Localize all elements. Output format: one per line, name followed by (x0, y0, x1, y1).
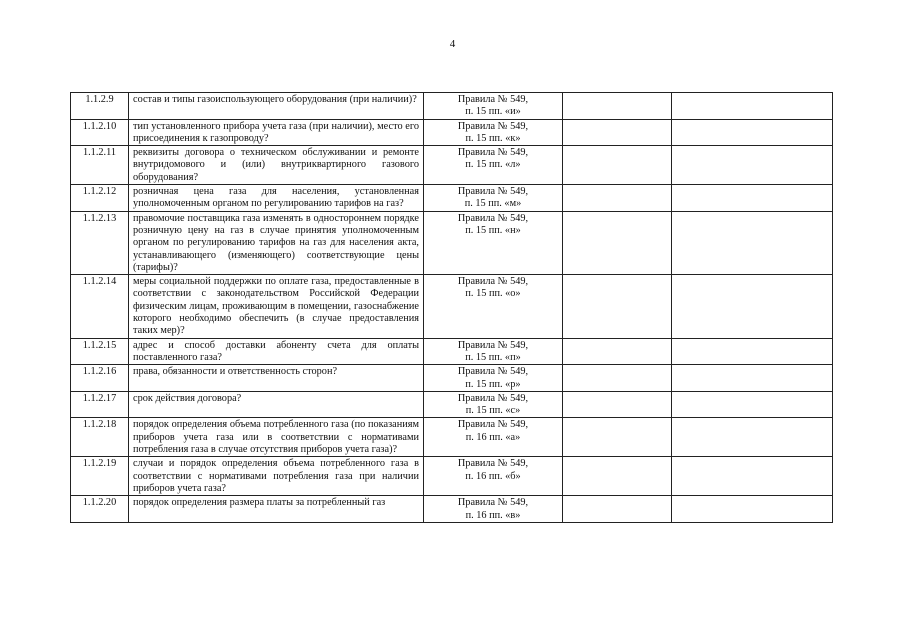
reference-clause: п. 16 пп. «в» (465, 509, 521, 521)
item-question: розничная цена газа для населения, установленная уполномоченным органом по регулированию тарифов на газ? (129, 185, 424, 212)
note-cell[interactable] (672, 338, 833, 365)
reference-rule: Правила № 549, (457, 366, 529, 378)
reference-rule: Правила № 549, (457, 212, 529, 224)
answer-cell[interactable] (563, 391, 672, 418)
item-question: порядок определения размера платы за потребленный газ (129, 496, 424, 523)
table-row (71, 93, 833, 120)
answer-cell[interactable] (563, 365, 672, 392)
item-question: тип установленного прибора учета газа (при наличии), место его присоединения к газопроводу? (129, 119, 424, 146)
item-number: 1.1.2.14 (71, 275, 129, 338)
reference-clause: п. 15 пп. «и» (465, 106, 521, 118)
reference-rule: Правила № 549, (457, 120, 529, 132)
item-reference (424, 119, 563, 146)
item-reference (424, 418, 563, 457)
note-cell[interactable] (672, 119, 833, 146)
answer-cell[interactable] (563, 185, 672, 212)
table-row (71, 391, 833, 418)
item-number: 1.1.2.10 (71, 119, 129, 146)
note-cell[interactable] (672, 365, 833, 392)
table-row (71, 211, 833, 274)
reference-clause: п. 15 пп. «н» (465, 224, 521, 236)
item-reference (424, 391, 563, 418)
item-number: 1.1.2.12 (71, 185, 129, 212)
reference-rule: Правила № 549, (457, 339, 529, 351)
item-reference (424, 457, 563, 496)
item-question: срок действия договора? (129, 391, 424, 418)
note-cell[interactable] (672, 275, 833, 338)
table-row (71, 275, 833, 338)
item-reference (424, 496, 563, 523)
checklist-body (71, 93, 833, 523)
reference-clause: п. 15 пп. «р» (465, 378, 521, 390)
item-reference (424, 338, 563, 365)
page-number: 4 (449, 38, 456, 50)
item-question: состав и типы газоиспользующего оборудования (при наличии)? (129, 93, 424, 120)
reference-rule: Правила № 549, (457, 419, 529, 431)
answer-cell[interactable] (563, 338, 672, 365)
reference-rule: Правила № 549, (457, 147, 529, 159)
item-number: 1.1.2.18 (71, 418, 129, 457)
table-row (71, 146, 833, 185)
reference-clause: п. 15 пп. «с» (465, 405, 521, 417)
item-number: 1.1.2.19 (71, 457, 129, 496)
item-number: 1.1.2.11 (71, 146, 129, 185)
reference-clause: п. 15 пп. «л» (465, 159, 521, 171)
reference-clause: п. 16 пп. «а» (465, 431, 521, 443)
reference-clause: п. 15 пп. «о» (465, 288, 521, 300)
answer-cell[interactable] (563, 275, 672, 338)
answer-cell[interactable] (563, 93, 672, 120)
item-number: 1.1.2.9 (71, 93, 129, 120)
note-cell[interactable] (672, 185, 833, 212)
item-question: адрес и способ доставки абоненту счета для оплаты поставленного газа? (129, 338, 424, 365)
item-question: порядок определения объема потребленного газа (по показаниям приборов учета газа или в соответствии с нормативами потребления газа в случае отсутствия приборов учета газа)? (129, 418, 424, 457)
item-reference (424, 146, 563, 185)
table-row (71, 418, 833, 457)
note-cell[interactable] (672, 391, 833, 418)
reference-clause: п. 15 пп. «к» (465, 132, 521, 144)
table-row (71, 119, 833, 146)
table-row (71, 496, 833, 523)
reference-rule: Правила № 549, (457, 94, 529, 105)
reference-rule: Правила № 549, (457, 186, 529, 198)
reference-rule: Правила № 549, (457, 392, 529, 404)
reference-rule: Правила № 549, (457, 497, 529, 509)
answer-cell[interactable] (563, 418, 672, 457)
reference-rule: Правила № 549, (457, 458, 529, 470)
reference-clause: п. 16 пп. «б» (465, 470, 521, 482)
reference-clause: п. 15 пп. «м» (464, 198, 522, 210)
table-row (71, 185, 833, 212)
table-row (71, 457, 833, 496)
answer-cell[interactable] (563, 457, 672, 496)
item-question: случаи и порядок определения объема потребленного газа в соответствии с нормативами потребления газа при наличии приборов учета газа? (129, 457, 424, 496)
item-number: 1.1.2.16 (71, 365, 129, 392)
note-cell[interactable] (672, 418, 833, 457)
item-reference (424, 185, 563, 212)
answer-cell[interactable] (563, 211, 672, 274)
answer-cell[interactable] (563, 496, 672, 523)
note-cell[interactable] (672, 457, 833, 496)
item-number: 1.1.2.13 (71, 211, 129, 274)
item-question: меры социальной поддержки по оплате газа, предоставленные в соответствии с законодательством Российской Федерации физическим лицам, проживающим в помещении, газоснабжение которого необходимо обеспечить (в случае предоставления таких мер)? (129, 275, 424, 338)
reference-rule: Правила № 549, (457, 276, 529, 288)
item-reference (424, 93, 563, 120)
checklist-table (70, 92, 833, 523)
reference-clause: п. 15 пп. «п» (465, 351, 521, 363)
item-question: правомочие поставщика газа изменять в одностороннем порядке розничную цену на газ в случае принятия уполномоченным органом по регулированию тарифов на газ для населения акта, устанавливающего (изменяющего) соответствующие цены (тарифы)? (129, 211, 424, 274)
note-cell[interactable] (672, 93, 833, 120)
item-reference (424, 365, 563, 392)
table-row (71, 338, 833, 365)
item-reference (424, 275, 563, 338)
item-question: реквизиты договора о техническом обслуживании и ремонте внутридомового и (или) внутриквартирного газового оборудования? (129, 146, 424, 185)
item-number: 1.1.2.20 (71, 496, 129, 523)
table-row (71, 365, 833, 392)
answer-cell[interactable] (563, 119, 672, 146)
item-number: 1.1.2.15 (71, 338, 129, 365)
item-question: права, обязанности и ответственность сторон? (129, 365, 424, 392)
note-cell[interactable] (672, 496, 833, 523)
answer-cell[interactable] (563, 146, 672, 185)
item-number: 1.1.2.17 (71, 391, 129, 418)
item-reference (424, 211, 563, 274)
note-cell[interactable] (672, 211, 833, 274)
note-cell[interactable] (672, 146, 833, 185)
